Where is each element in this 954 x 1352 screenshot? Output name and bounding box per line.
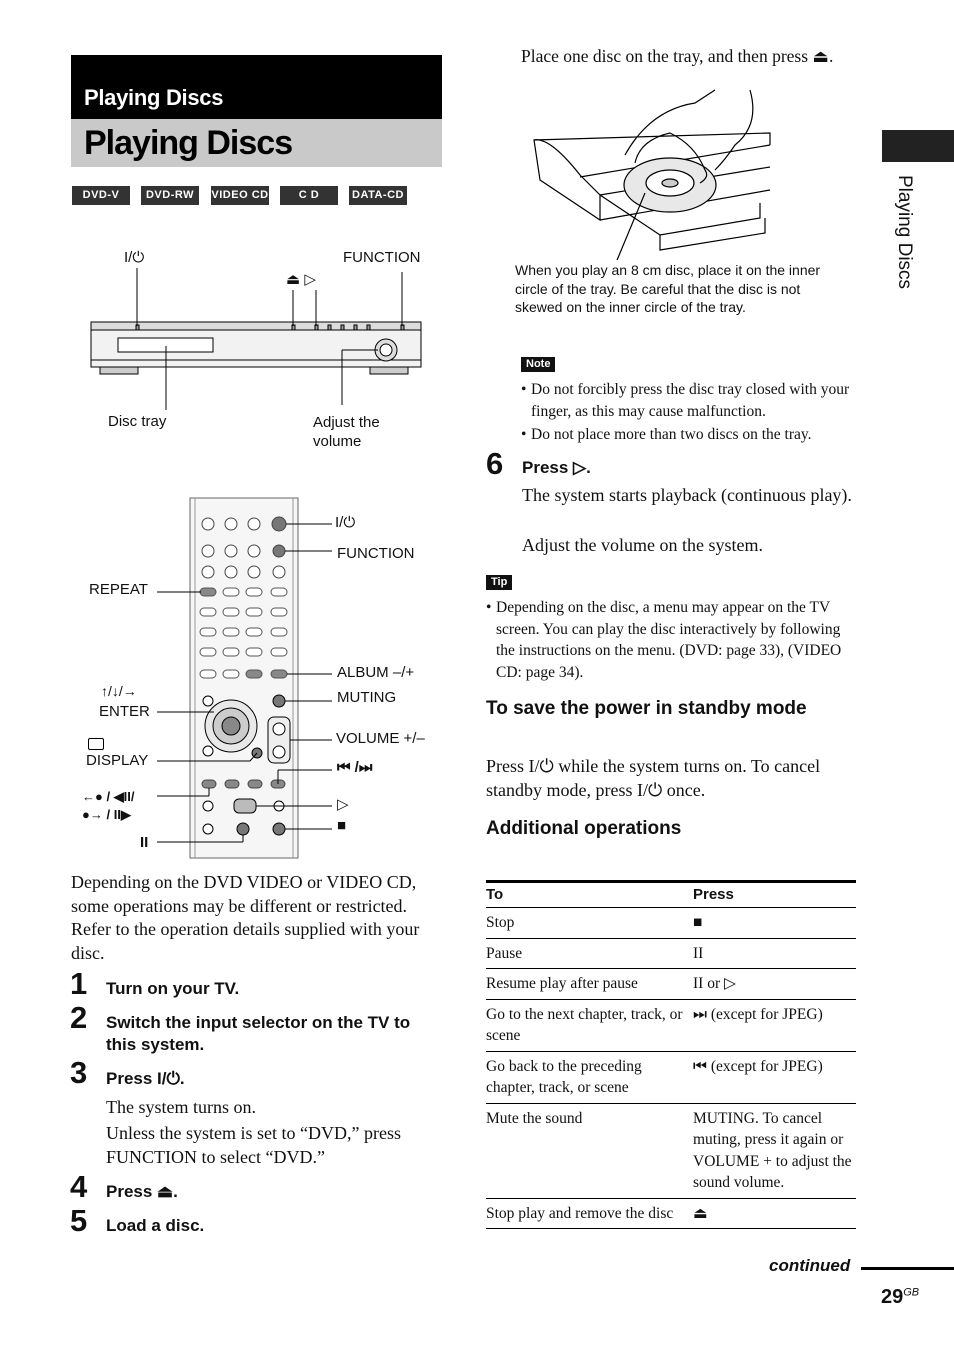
table-row: [486, 1103, 856, 1198]
op-press: II: [693, 938, 856, 969]
continued-label: continued: [769, 1256, 851, 1275]
col-press-header: Press: [693, 882, 856, 908]
op-press: ⏏: [693, 1198, 856, 1229]
note-item-1: • Do not forcibly press the disc tray closed with your finger, as this may cause malfunction.: [521, 379, 856, 422]
standby-text: Press I/⏻ while the system turns on. To cancel standby mode, press I/⏻ once.: [486, 756, 821, 800]
tray-instruction: Place one disc on the tray, and then press ⏏.: [521, 46, 834, 66]
remote-slow-label-1: ←● / ◀II/: [82, 789, 135, 804]
step-3-number: 3: [70, 1055, 88, 1090]
step-3-body-1: The system turns on.: [106, 1097, 256, 1117]
section-band: [71, 55, 442, 119]
intro-paragraph: Depending on the DVD VIDEO or VIDEO CD, some operations may be different or restricted. Refer to the operation details supplied with your disc.: [71, 872, 420, 963]
disc-tray-label: Disc tray: [108, 413, 167, 430]
op-to: Stop: [486, 908, 693, 939]
step-3-title: Press I/⏻.: [106, 1069, 185, 1088]
step-6-number: 6: [486, 446, 504, 481]
badge-video-cd: VIDEO CD: [211, 186, 269, 205]
section-band-label: Playing Discs: [84, 85, 224, 110]
main-eject-play-label: ⏏ ▷: [286, 271, 316, 288]
note-badge: Note: [521, 357, 555, 372]
table-row: [486, 1051, 856, 1103]
step-1-title: Turn on your TV.: [106, 979, 240, 998]
table-row: [486, 908, 856, 939]
table-row: [486, 938, 856, 969]
table-row: [486, 999, 856, 1051]
standby-heading: To save the power in standby mode: [486, 698, 807, 719]
step-1-number: 1: [70, 966, 88, 1001]
remote-slow-label-2: ●→ / II▶: [82, 807, 131, 822]
remote-enter-label: ENTER: [99, 703, 150, 720]
table-row: [486, 1198, 856, 1229]
page-number: [881, 1286, 919, 1309]
tip-text: Depending on the disc, a menu may appear on the TV screen. You can play the disc interactively by following the instructions on the menu. (DVD: page 33), (VIDEO CD: page 34).: [496, 599, 842, 681]
adjust-volume-label: Adjust the volume: [313, 414, 380, 450]
step-5-title: Load a disc.: [106, 1216, 205, 1235]
page-title-band: [71, 119, 442, 167]
remote-muting-label: MUTING: [337, 689, 397, 706]
remote-display-label: DISPLAY: [86, 752, 149, 769]
step-3-body-2: Unless the system is set to “DVD,” press FUNCTION to select “DVD.”: [106, 1123, 401, 1167]
page-number-value: 29: [881, 1286, 904, 1308]
side-tab: [885, 175, 925, 315]
page-title: Playing Discs: [84, 124, 293, 162]
note-item-2: • Do not place more than two discs on the tray.: [521, 424, 856, 446]
table-header-row: [486, 882, 856, 908]
remote-power-label: I/⏻: [335, 514, 356, 531]
remote-skip-label: ⏮ /⏭: [337, 759, 373, 776]
operations-table: [486, 880, 856, 1229]
col-to-header: To: [486, 882, 693, 908]
step-5-number: 5: [70, 1203, 88, 1238]
step-6-title: Press ▷.: [522, 458, 591, 477]
op-press: MUTING. To cancel muting, press it again or VOLUME + to adjust the sound volume.: [693, 1103, 856, 1198]
badge-dvd-v: DVD-V: [72, 186, 130, 205]
remote-pause-label: II: [140, 834, 149, 851]
step-4-title: Press ⏏.: [106, 1182, 178, 1201]
badge-dvd-rw: DVD-RW: [141, 186, 199, 205]
note-item-2-text: Do not place more than two discs on the tray.: [531, 426, 812, 443]
remote-play-label: ▷: [337, 796, 349, 813]
badge-cd: C D: [280, 186, 338, 205]
remote-repeat-label: REPEAT: [89, 581, 148, 598]
side-tab-label: Playing Discs: [894, 175, 915, 290]
op-to: Go back to the preceding chapter, track, or scene: [486, 1051, 693, 1103]
disc-tray-illustration: [520, 85, 780, 260]
remote-arrows-label: ↑/↓/→: [101, 683, 137, 699]
main-function-label: FUNCTION: [343, 249, 421, 266]
tray-caption: When you play an 8 cm disc, place it on the inner circle of the tray. Be careful that the disc is not skewed on the inner circle of the tray.: [515, 262, 821, 315]
op-to: Go to the next chapter, track, or scene: [486, 999, 693, 1051]
main-power-label: I/⏻: [124, 249, 145, 266]
remote-album-label: ALBUM –/+: [337, 664, 415, 681]
side-tab-marker: [882, 130, 954, 162]
op-to: Pause: [486, 938, 693, 969]
additional-heading: Additional operations: [486, 818, 682, 839]
op-press: II or ▷: [693, 969, 856, 1000]
step-2-title: Switch the input selector on the TV to this system.: [106, 1013, 411, 1054]
continued-rule: [861, 1267, 954, 1270]
tip-item: • Depending on the disc, a menu may appear on the TV screen. You can play the disc interactively by following the instructions on the menu. (DVD: page 33), (VIDEO CD: page 34).: [486, 597, 856, 683]
op-press: ■: [693, 908, 856, 939]
tip-badge: Tip: [486, 575, 512, 590]
badge-data-cd: DATA-CD: [349, 186, 407, 205]
step-4-number: 4: [70, 1169, 88, 1204]
op-to: Stop play and remove the disc: [486, 1198, 693, 1229]
remote-function-label: FUNCTION: [337, 545, 415, 562]
remote-volume-label: VOLUME +/–: [336, 730, 425, 747]
note-item-1-text: Do not forcibly press the disc tray closed with your finger, as this may cause malfunction.: [531, 381, 850, 420]
op-to: Resume play after pause: [486, 969, 693, 1000]
page-number-suffix: GB: [903, 1286, 920, 1299]
op-to: Mute the sound: [486, 1103, 693, 1198]
step-6-body-2: Adjust the volume on the system.: [522, 535, 763, 555]
display-icon: [88, 738, 104, 750]
op-press: ⏭ (except for JPEG): [693, 999, 856, 1051]
step-2-number: 2: [70, 1000, 88, 1035]
op-press: ⏮ (except for JPEG): [693, 1051, 856, 1103]
step-6-body-1: The system starts playback (continuous play).: [522, 485, 852, 505]
table-row: [486, 969, 856, 1000]
remote-stop-label: ■: [337, 817, 347, 834]
